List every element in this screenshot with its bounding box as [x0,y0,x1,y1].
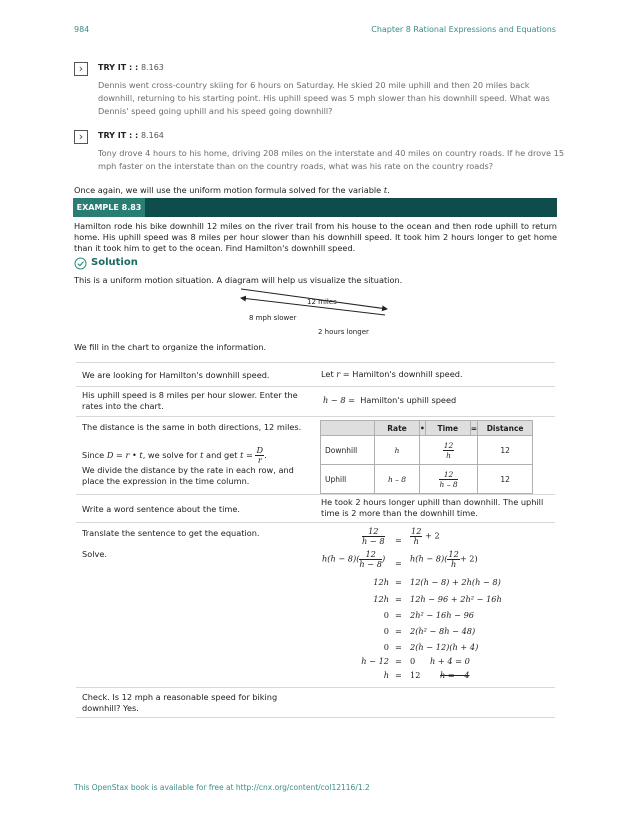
equation-line-right: 12h − 96 + 2h² − 16h [410,594,502,604]
table-header-row [321,421,533,436]
equation-2-right: h(h − 8)( $\frac{12}{h}$ + 2) [410,549,478,569]
diagram-label-time: 2 hours longer [318,328,369,336]
table-header: = [470,421,477,436]
equation-line-right: 2(h − 12)(h + 4) [410,642,479,652]
divider [76,494,555,495]
step-6-left: Solve. [82,549,107,559]
table-row [321,436,533,465]
step-5-left: Translate the sentence to get the equation. [82,528,260,538]
factor-right: h + 4 = 0 [430,656,470,666]
try-it-title: TRY IT : : 8.164 [98,131,164,140]
equation-1-equals: = [395,535,402,545]
step-1-right: Let r = Hamilton's downhill speed. [321,369,463,379]
table-header: Distance [478,421,533,436]
table-header: Time [425,421,470,436]
motion-diagram [235,285,395,341]
step-2-left: His uphill speed is 8 miles per hour slower. Enter the rates into the chart. [82,390,298,411]
equation-line-right: 2h² − 16h − 96 [410,610,475,620]
table-header: Rate [375,421,420,436]
chart-intro: We fill in the chart to organize the information. [74,342,267,352]
divider [76,416,555,417]
diagram-label-rate: 8 mph slower [249,314,297,322]
divider [76,386,555,387]
rejected-solution: h = −4 [440,670,470,680]
equation-line-left: 12h [373,577,389,587]
table-row [321,465,533,494]
step-1-left: We are looking for Hamilton's downhill speed. [82,370,270,380]
factor-left: h − 12 [361,656,389,666]
try-it-title: TRY IT : : 8.163 [98,63,164,72]
step-7-check: Check. Is 12 mph a reasonable speed for biking downhill? Yes. [82,692,278,713]
equation-line-right: 12(h − 8) + 2h(h − 8) [410,577,501,587]
table-header: • [420,421,426,436]
equation-1-right: $\frac{12}{h}$ + 2 [411,526,440,546]
time-cell: $\frac{12}{h}$ [420,436,478,465]
equation-line-left: 0 [383,626,389,636]
rate-time-distance-table [320,420,533,494]
example-bar [73,198,557,217]
divider [76,522,555,523]
distance-cell: 12 [478,436,533,465]
divider [76,362,555,363]
example-problem: Hamilton rode his bike downhill 12 miles on the river trail from his house to the ocean and then rode uphill to return home. His uphill speed was 8 miles per hour slower than his downhill speed. It took him 2 hours longer to get home than it took him to get to the ocean. Find Hamilton's downhill speed. [74,221,557,253]
equation-line-equals: = [395,642,402,652]
equation-1-left: $\frac{12}{h - 8}$ [362,526,385,546]
chapter-title: Chapter 8 Rational Expressions and Equations [371,25,556,34]
page-number: 984 [74,25,90,34]
row-label: Uphill [321,465,375,494]
equation-line-equals: = [395,610,402,620]
step-4-left: Write a word sentence about the time. [82,504,241,514]
equation-line-left: 0 [383,642,389,652]
solution-intro: This is a uniform motion situation. A diagram will help us visualize the situation. [74,275,403,285]
equation-line-left: 12h [373,594,389,604]
solution-value: 12 [410,670,421,680]
distance-cell: 12 [478,465,533,494]
try-it-text: Dennis went cross-country skiing for 6 hours on Saturday. He skied 20 mile uphill and then 20 miles back downhill, returning to his starting point. His uphill speed was 5 mph slower than his downhill speed. What was Dennis' speed going uphill and his speed going downhill? [98,80,550,117]
equation-line-equals: = [395,577,402,587]
equation-line-right: 2(h² − 8h − 48) [410,626,476,636]
equation-2-equals: = [395,558,402,568]
row-label: Downhill [321,436,375,465]
solution-var: h [383,670,389,680]
step-3-divide: We divide the distance by the rate in each row, and place the expression in the time column. [82,465,294,486]
equation-line-left: 0 [383,610,389,620]
example-label: EXAMPLE 8.83 [73,198,145,217]
equation-line-equals: = [395,594,402,604]
divider [76,687,555,688]
chevron-right-icon[interactable]: › [74,130,88,144]
intro-sentence: Once again, we will use the uniform motion formula solved for the variable t. [74,185,390,195]
solution-equals: = [395,670,402,680]
rate-cell: h [375,436,420,465]
step-3-distance: The distance is the same in both directions, 12 miles. [82,422,302,432]
step-4-right: He took 2 hours longer uphill than downhill. The uphill time is 2 more than the downhill time. [321,497,544,518]
table-header [321,421,375,436]
equation-line-equals: = [395,626,402,636]
step-3-formula: Since D = r • t, we solve for t and get t = $\frac{D}{r}$ . [82,445,267,465]
equation-2-left: h(h − 8)( $\frac{12}{h - 8}$ ) [322,549,386,569]
diagram-label-distance: 12 miles [307,298,337,306]
step-2-right: h − 8 = Hamilton's uphill speed [323,395,457,405]
footer-link[interactable]: This OpenStax book is available for free at http://cnx.org/content/col12116/1.2 [74,783,370,792]
rate-cell: h – 8 [375,465,420,494]
check-circle-icon [74,257,87,270]
factor-zero: 0 [410,656,416,666]
divider [76,717,555,718]
factor-equals: = [395,656,402,666]
try-it-text: Tony drove 4 hours to his home, driving 208 miles on the interstate and 40 miles on country roads. If he drove 15 mph faster on the interstate than on the country roads, what was his rate on the country roads? [98,148,565,172]
time-cell: $\frac{12}{h - 8}$ [420,465,478,494]
solution-title: Solution [91,257,138,268]
chevron-right-icon[interactable]: › [74,62,88,76]
